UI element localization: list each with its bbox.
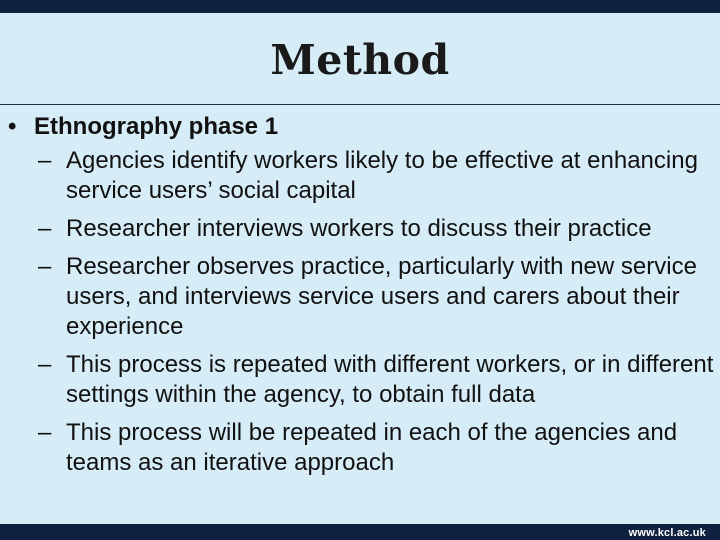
- footer-url: www.kcl.ac.uk: [628, 527, 706, 539]
- top-bar: [0, 0, 720, 13]
- dash-marker: –: [38, 253, 52, 280]
- sub-bullet-text: Researcher interviews workers to discuss their practice: [66, 215, 652, 242]
- slide-title: Method: [270, 36, 450, 84]
- sub-bullet-item: [0, 252, 720, 342]
- sub-bullet-text: Agencies identify workers likely to be effective at enhancing service users’ social capital: [66, 147, 698, 204]
- bullet-marker: •: [8, 113, 17, 140]
- dash-marker: –: [38, 215, 52, 242]
- main-bullet-text: Ethnography phase 1: [34, 113, 279, 140]
- sub-bullet-item: [0, 418, 720, 478]
- dash-marker: –: [38, 351, 52, 378]
- sub-bullet-text: This process will be repeated in each of the agencies and teams as an iterative approach: [66, 419, 678, 476]
- sub-bullet-text: This process is repeated with different workers, or in different settings within the agency, to obtain full data: [66, 351, 714, 408]
- slide-content: [0, 108, 720, 540]
- sub-bullet-list: [0, 146, 720, 486]
- bottom-bar: [0, 524, 720, 540]
- dash-marker: –: [38, 419, 52, 446]
- sub-bullet-item: [0, 146, 720, 206]
- sub-bullet-item: [0, 214, 720, 244]
- dash-marker: –: [38, 147, 52, 174]
- title-divider: [0, 104, 720, 105]
- sub-bullet-item: [0, 350, 720, 410]
- main-bullet: [8, 112, 278, 142]
- sub-bullet-text: Researcher observes practice, particularly with new service users, and interviews service users and carers about their experience: [66, 253, 697, 340]
